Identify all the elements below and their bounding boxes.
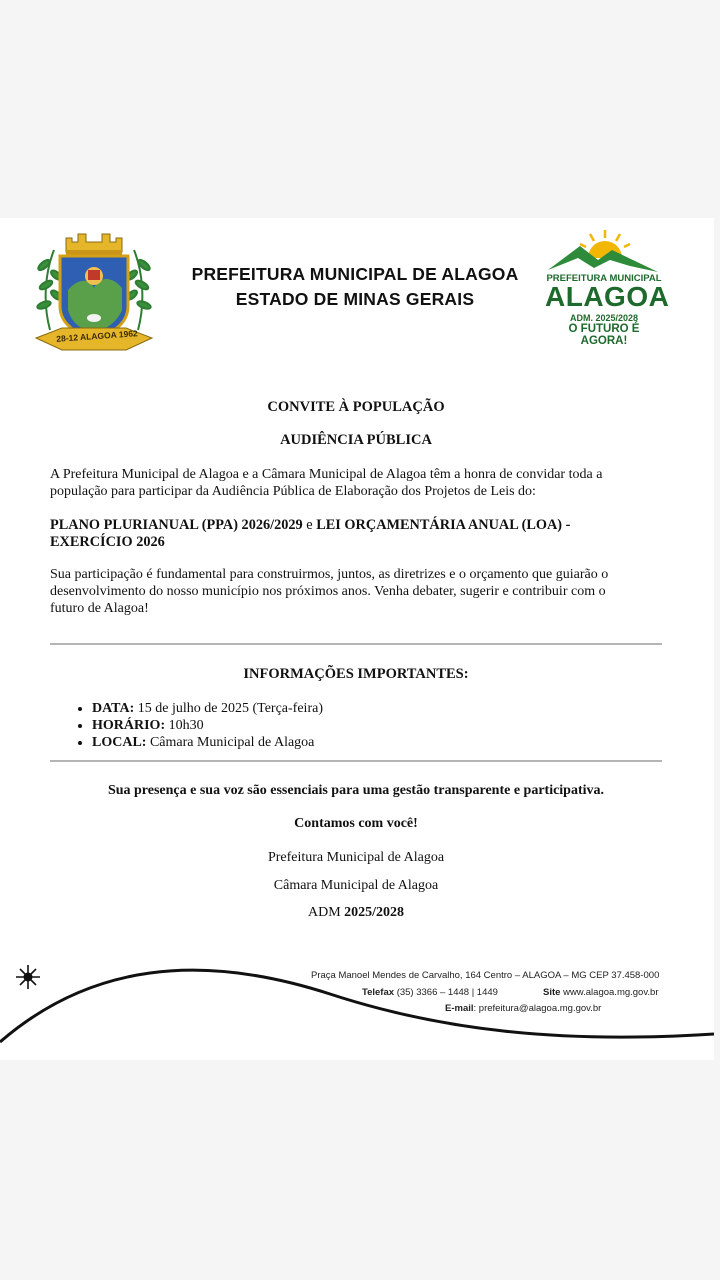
- brand-name: ALAGOA: [545, 281, 670, 312]
- info-date-value: 15 de julho de 2025 (Terça-feira): [137, 701, 323, 716]
- administration-brand: [545, 273, 670, 347]
- invite-subtitle: AUDIÊNCIA PÚBLICA: [280, 432, 432, 448]
- footer-wave-icon: [0, 944, 714, 1060]
- brand-slogan: O FUTURO É AGORA!: [568, 323, 640, 347]
- footer-phone: [362, 987, 498, 998]
- adm-prefix: ADM: [307, 905, 341, 920]
- footer-address: Praça Manoel Mendes de Carvalho, 164 Centro – ALAGOA – MG CEP 37.458-000: [311, 970, 660, 981]
- plan-join: e: [306, 517, 313, 533]
- info-item-location: [92, 734, 323, 751]
- invite-intro: A Prefeitura Municipal de Alagoa e a Câmara Municipal de Alagoa têm a honra de convidar toda a população para participar da Audiência Pública de Elaboração dos Projetos de Leis do:: [50, 467, 603, 499]
- divider-bottom: [50, 760, 662, 762]
- footer-email-label: E-mail: [445, 1003, 474, 1014]
- info-title: INFORMAÇÕES IMPORTANTES:: [243, 666, 469, 682]
- footer-email: E-mail: prefeitura@alagoa.mg.gov.br: [445, 1003, 602, 1014]
- letterhead-footer: [0, 944, 714, 1060]
- footer-phone-value: (35) 3366 – 1448 | 1449: [396, 987, 498, 998]
- brand-top: PREFEITURA MUNICIPAL: [546, 273, 662, 284]
- plan-loa: LEI ORÇAMENTÁRIA ANUAL (LOA) - EXERCÍCIO 2026: [50, 517, 571, 550]
- info-location-label: LOCAL:: [92, 735, 147, 750]
- info-time-value: 10h30: [168, 718, 204, 733]
- crest-ribbon-text: 28-12 ALAGOA 1962: [55, 328, 139, 344]
- info-item-date: [92, 700, 323, 717]
- info-item-time: [92, 717, 323, 734]
- footer-site: [543, 987, 658, 998]
- info-location-value: Câmara Municipal de Alagoa: [149, 735, 315, 750]
- invite-body: Sua participação é fundamental para construirmos, juntos, as diretrizes e o orçamento que guiarão o desenvolvimento do nosso município nos próximos anos. Venha debater, sugerir e contribuir com o futuro de Alagoa!: [50, 567, 609, 616]
- signature-prefeitura: Prefeitura Municipal de Alagoa: [267, 850, 445, 865]
- closing-line-2: Contamos com você!: [294, 816, 418, 831]
- signature-adm: [50, 905, 662, 921]
- header-line-2: ESTADO DE MINAS GERAIS: [235, 289, 475, 309]
- footer-site-label: Site: [543, 987, 561, 998]
- info-list: [50, 700, 323, 751]
- footer-site-value[interactable]: www.alagoa.mg.gov.br: [563, 987, 659, 998]
- invite-title: CONVITE À POPULAÇÃO: [267, 399, 445, 415]
- signature-camara: Câmara Municipal de Alagoa: [273, 878, 439, 893]
- closing-line-1: Sua presença e sua voz são essenciais para uma gestão transparente e participativa.: [107, 783, 605, 798]
- plan-heading: [50, 517, 640, 551]
- header-title: [180, 262, 530, 312]
- document-page: [0, 218, 714, 1060]
- brand-adm: ADM. 2025/2028: [569, 313, 639, 323]
- divider-top: [50, 643, 662, 645]
- footer-phone-label: Telefax: [362, 987, 395, 998]
- adm-years: 2025/2028: [344, 905, 405, 920]
- header-line-1: PREFEITURA MUNICIPAL DE ALAGOA: [191, 264, 519, 284]
- footer-email-value[interactable]: prefeitura@alagoa.mg.gov.br: [478, 1003, 602, 1014]
- info-time-label: HORÁRIO:: [92, 718, 166, 733]
- info-date-label: DATA:: [92, 701, 135, 716]
- plan-ppa: PLANO PLURIANUAL (PPA) 2026/2029: [50, 517, 303, 533]
